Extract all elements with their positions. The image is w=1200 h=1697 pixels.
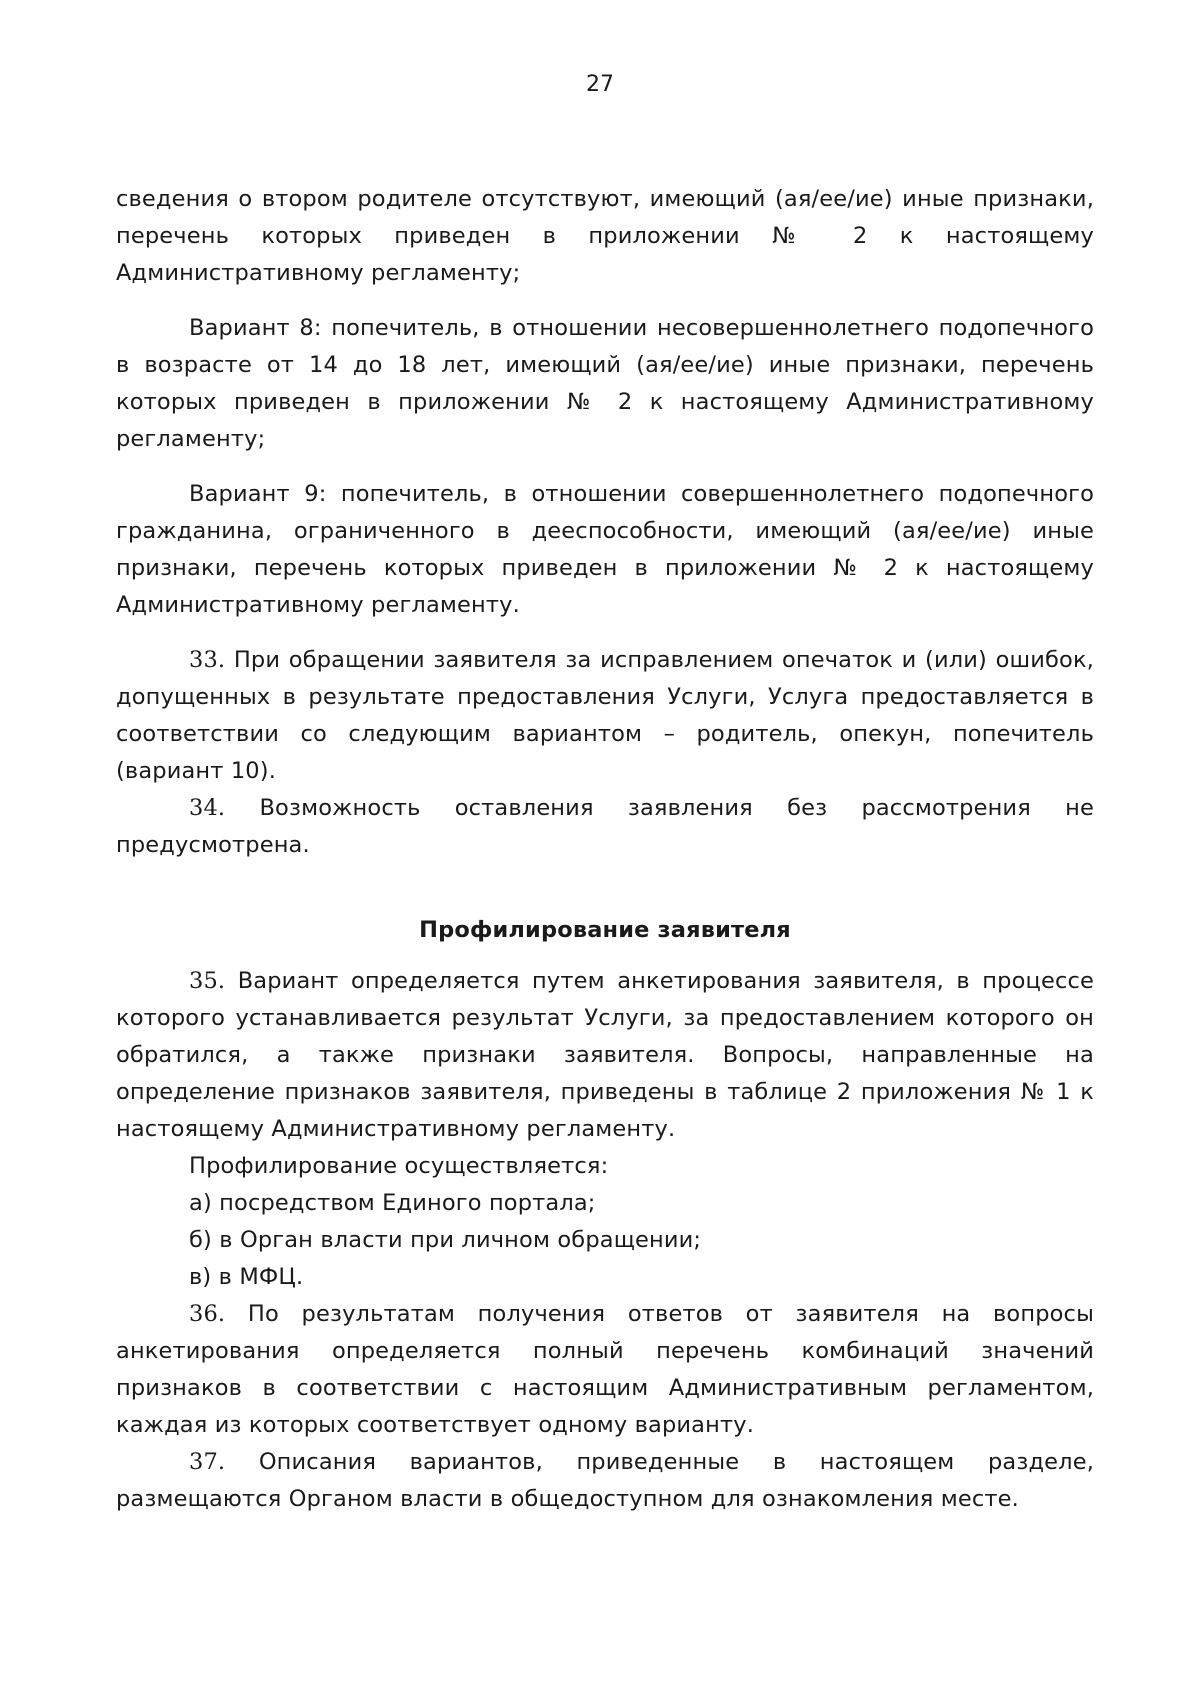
list-item-c: в) в МФЦ. bbox=[189, 1264, 304, 1290]
clause-35 bbox=[116, 963, 1094, 1148]
clause-text: Вариант определяется путем анкетирования заявителя, в процессе которого устанавливается результат Услуги, за предоставлением которого он обратился, а также признаки заявителя. Вопросы, направленные на определение признаков заявителя, приведены в таблице 2 приложения № 1 к настоящему Административному регламенту. bbox=[116, 968, 1094, 1142]
clause-36 bbox=[116, 1296, 1094, 1444]
clause-37 bbox=[116, 1444, 1094, 1518]
clause-33 bbox=[116, 642, 1094, 790]
paragraph-continuation: сведения о втором родителе отсутствуют, имеющий (ая/ее/ие) иные признаки, перечень которых приведен в приложении № 2 к настоящему Административному регламенту; bbox=[116, 186, 1094, 286]
clause-number: 37. bbox=[189, 1449, 226, 1475]
page-number: 27 bbox=[586, 72, 614, 97]
paragraph-variant-8: Вариант 8: попечитель, в отношении несовершеннолетнего подопечного в возрасте от 14 до 18 лет, имеющий (ая/ее/ие) иные признаки, перечень которых приведен в приложении № 2 к настоящему Административному регламенту; bbox=[116, 315, 1094, 452]
clause-text: Возможность оставления заявления без рассмотрения не предусмотрена. bbox=[116, 795, 1094, 858]
clause-text: По результатам получения ответов от заявителя на вопросы анкетирования определяется полный перечень комбинаций значений признаков в соответствии с настоящим Административным регламентом, каждая из которых соответствует одному варианту. bbox=[116, 1301, 1094, 1438]
clause-number: 36. bbox=[189, 1301, 226, 1327]
paragraph-variant-9: Вариант 9: попечитель, в отношении совершеннолетнего подопечного гражданина, ограниченного в дееспособности, имеющий (ая/ее/ие) иные признаки, перечень которых приведен в приложении № 2 к настоящему Административному регламенту. bbox=[116, 481, 1094, 618]
list-item-b: б) в Орган власти при личном обращении; bbox=[189, 1227, 702, 1253]
document-body bbox=[116, 181, 1094, 1518]
clause-text: При обращении заявителя за исправлением опечаток и (или) ошибок, допущенных в результате предоставления Услуги, Услуга предоставляется в соответствии со следующим вариантом – родитель, опекун, попечитель (вариант 10). bbox=[116, 647, 1094, 784]
profiling-intro: Профилирование осуществляется: bbox=[189, 1153, 609, 1179]
clause-text: Описания вариантов, приведенные в настоящем разделе, размещаются Органом власти в общедоступном для ознакомления месте. bbox=[116, 1449, 1094, 1512]
clause-34 bbox=[116, 790, 1094, 864]
section-heading: Профилирование заявителя bbox=[419, 917, 791, 943]
list-item-a: а) посредством Единого портала; bbox=[189, 1190, 596, 1216]
clause-number: 35. bbox=[189, 968, 226, 994]
clause-number: 34. bbox=[189, 795, 226, 821]
clause-number: 33. bbox=[189, 647, 226, 673]
